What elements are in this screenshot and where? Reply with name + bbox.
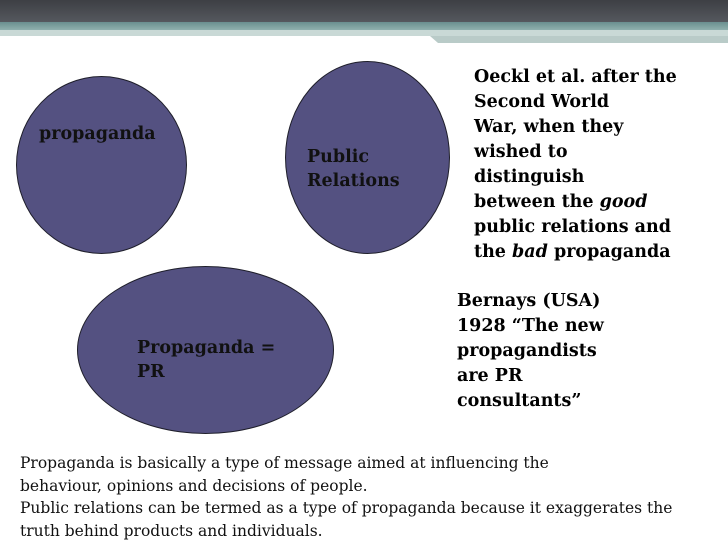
footer-line: Propaganda is basically a type of message aimed at influencing the [20,454,549,472]
note-text: between the [474,192,600,212]
note-line: wished to [474,142,568,162]
footer-line: behaviour, opinions and decisions of people. [20,476,368,495]
note-line: propagandists [457,341,597,361]
note-bernays [457,289,604,414]
footer-line: Public relations can be termed as a type of propaganda because it exaggerates the [20,499,673,517]
header-stripe [0,22,728,30]
header-bar [0,0,728,22]
header-accent-tab [430,36,728,43]
node-label-line: Propaganda = [137,338,276,358]
node-label-propaganda: propaganda [39,124,156,144]
footer-line: truth behind products and individuals. [20,521,323,540]
note-text: the [474,242,513,262]
note-emphasis-bad: bad [512,242,548,262]
footer-text [20,452,710,542]
node-label-line: PR [137,362,165,382]
node-label-line: Public [307,147,370,167]
note-line [474,190,677,215]
ellipse-propaganda [16,76,187,254]
note-line: 1928 “The new [457,316,604,336]
note-line: Bernays (USA) [457,291,601,311]
note-line [474,240,677,265]
note-line: consultants” [457,391,582,411]
note-line: Oeckl et al. after the [474,67,677,87]
note-line: Second World [474,92,610,112]
note-line: public relations and [474,217,671,237]
node-label-public-relations [307,145,400,193]
node-label-propaganda-equals-pr [137,336,275,384]
header-accent [0,30,728,36]
note-oeckl [474,65,677,265]
note-text: propaganda [547,242,671,262]
note-emphasis-good: good [599,192,648,212]
node-label-line: Relations [307,171,400,191]
note-line: are PR [457,366,523,386]
note-line: distinguish [474,167,585,187]
note-line: War, when they [474,117,624,137]
